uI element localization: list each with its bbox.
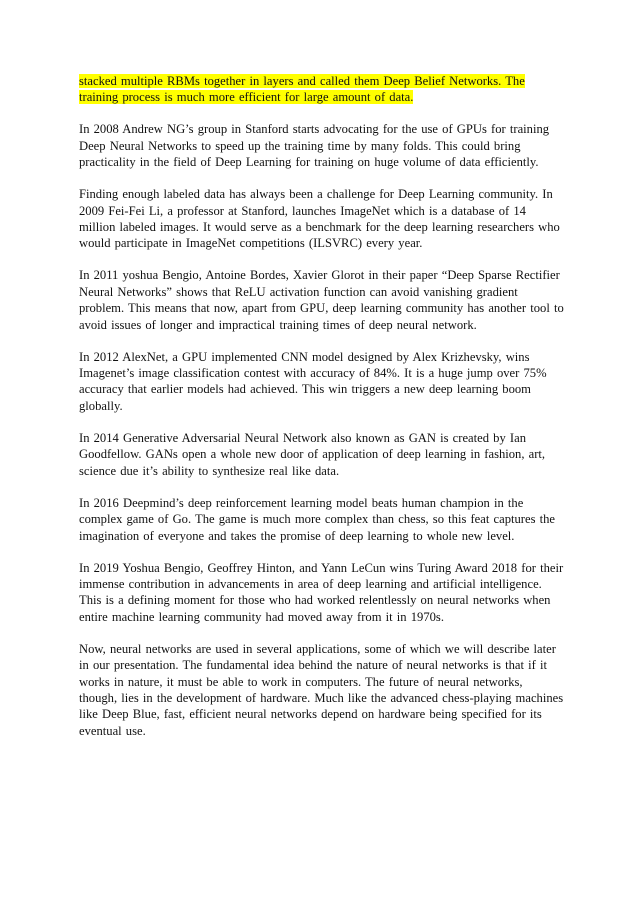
paragraph-2008-gpu: In 2008 Andrew NG’s group in Stanford starts advocating for the use of GPUs for training Deep Neural Networks to speed up the training time by many folds. This could bring practicality in the field of Deep Learning for training on huge volume of data efficiently. xyxy=(79,122,550,170)
document-body xyxy=(79,73,564,755)
paragraph-future: Now, neural networks are used in several applications, some of which we will describe later in our presentation. The fundamental idea behind the nature of neural networks is that if it works in nature, it must be able to work in computers. The future of neural networks, though, lies in the development of hardware. Much like the advanced chess-playing machines like Deep Blue, fast, efficient neural networks depend on hardware being specified for its eventual use. xyxy=(79,641,564,738)
paragraph-2014-gan: In 2014 Generative Adversarial Neural Network also known as GAN is created by Ian Goodfellow. GANs open a whole new door of application of deep learning in fashion, art, science due it’s ability to synthesize real like data. xyxy=(79,430,546,478)
paragraph-2012-alexnet: In 2012 AlexNet, a GPU implemented CNN model designed by Alex Krizhevsky, wins Imagenet’s image classification contest with accuracy of 84%. It is a huge jump over 75% accuracy that earlier models had achieved. This win triggers a new deep learning boom globally. xyxy=(79,349,547,413)
paragraph-2011-relu: In 2011 yoshua Bengio, Antoine Bordes, Xavier Glorot in their paper “Deep Sparse Rectifier Neural Networks” shows that ReLU activation function can avoid vanishing gradient problem. This means that now, apart from GPU, deep learning community has another tool to avoid issues of longer and impractical training times of deep neural network. xyxy=(79,268,564,332)
paragraph-2009-imagenet: Finding enough labeled data has always been a challenge for Deep Learning community. In 2009 Fei-Fei Li, a professor at Stanford, launches ImageNet which is a database of 14 million labeled images. It would serve as a benchmark for the deep learning researchers who would participate in ImageNet competitions (ILSVRC) every year. xyxy=(79,187,560,251)
paragraph-2016-deepmind: In 2016 Deepmind’s deep reinforcement learning model beats human champion in the complex game of Go. The game is much more complex than chess, so this feat captures the imagination of everyone and takes the promise of deep learning to whole new level. xyxy=(79,495,556,543)
highlighted-text: stacked multiple RBMs together in layers and called them Deep Belief Networks. The training process is much more efficient for large amount of data. xyxy=(79,74,525,105)
paragraph-2019-turing: In 2019 Yoshua Bengio, Geoffrey Hinton, and Yann LeCun wins Turing Award 2018 for their immense contribution in advancements in area of deep learning and artificial intelligence. This is a defining moment for those who had worked relentlessly on neural networks when entire machine learning community had moved away from it in 1970s. xyxy=(79,560,564,624)
paragraph-rbm-dbn xyxy=(79,73,564,106)
